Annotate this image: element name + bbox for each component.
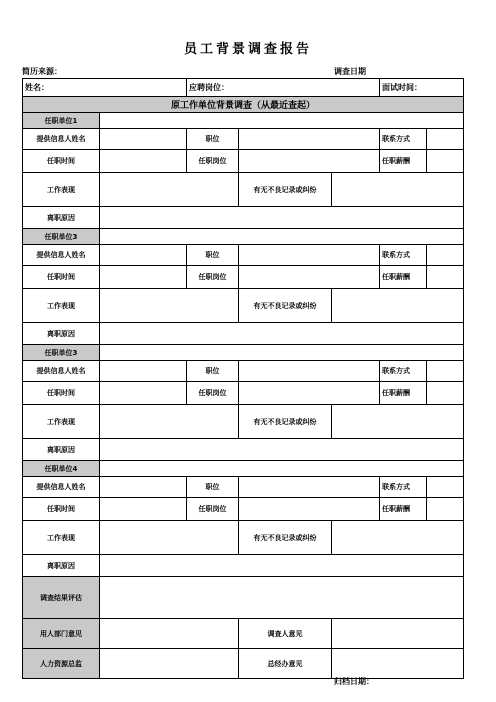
employer-unit-label: 任职单位3 bbox=[23, 345, 100, 361]
job-label: 职位 bbox=[187, 129, 239, 150]
post-label: 任职岗位 bbox=[187, 498, 239, 521]
salary-value[interactable] bbox=[426, 150, 463, 172]
post-value[interactable] bbox=[239, 382, 380, 405]
performance-value[interactable] bbox=[100, 521, 239, 555]
job-value[interactable] bbox=[239, 245, 380, 266]
tenure-label: 任职时间 bbox=[23, 382, 100, 405]
investigator-opinion-label: 调查人意见 bbox=[239, 619, 332, 649]
tenure-value[interactable] bbox=[100, 382, 187, 405]
contact-value[interactable] bbox=[426, 477, 463, 497]
tenure-label: 任职时间 bbox=[23, 150, 100, 173]
position-applied-field[interactable]: 应聘岗位： bbox=[187, 79, 380, 97]
performance-value[interactable] bbox=[100, 289, 239, 323]
archive-date-label: 归档日期： bbox=[334, 677, 374, 686]
contact-value[interactable] bbox=[426, 245, 463, 265]
informant-value[interactable] bbox=[100, 361, 187, 382]
informant-label: 提供信息人姓名 bbox=[23, 477, 100, 498]
contact-label: 联系方式 bbox=[380, 361, 426, 381]
job-value[interactable] bbox=[239, 129, 380, 150]
performance-label: 工作表现 bbox=[23, 173, 100, 207]
leave-reason-value[interactable] bbox=[100, 323, 464, 345]
leave-reason-value[interactable] bbox=[100, 555, 464, 577]
salary-label: 任职薪酬 bbox=[380, 266, 426, 288]
contact-label: 联系方式 bbox=[380, 477, 426, 497]
record-value[interactable] bbox=[332, 405, 464, 439]
salary-value[interactable] bbox=[426, 498, 463, 520]
job-label: 职位 bbox=[187, 477, 239, 498]
performance-value[interactable] bbox=[100, 173, 239, 207]
record-label: 有无不良记录或纠纷 bbox=[239, 289, 332, 323]
job-value[interactable] bbox=[239, 477, 380, 498]
tenure-label: 任职时间 bbox=[23, 498, 100, 521]
performance-label: 工作表现 bbox=[23, 289, 100, 323]
record-value[interactable] bbox=[332, 289, 464, 323]
evaluation-label: 调查结果评估 bbox=[23, 577, 100, 619]
interview-time-field[interactable]: 面试时间： bbox=[380, 79, 464, 97]
informant-value[interactable] bbox=[100, 477, 187, 498]
hr-director-label: 人力资源总监 bbox=[23, 649, 100, 679]
job-label: 职位 bbox=[187, 361, 239, 382]
informant-value[interactable] bbox=[100, 129, 187, 150]
post-value[interactable] bbox=[239, 498, 380, 521]
informant-label: 提供信息人姓名 bbox=[23, 245, 100, 266]
job-value[interactable] bbox=[239, 361, 380, 382]
page-title: 员工背景调查报告 bbox=[183, 42, 312, 57]
employer-unit-label: 任职单位4 bbox=[23, 461, 100, 477]
leave-reason-value[interactable] bbox=[100, 207, 464, 229]
hr-director-value[interactable] bbox=[100, 649, 239, 679]
employer-unit-label: 任职单位3 bbox=[23, 229, 100, 245]
leave-reason-label: 离职原因 bbox=[23, 323, 100, 345]
salary-value[interactable] bbox=[426, 266, 463, 288]
background-check-form bbox=[22, 78, 464, 679]
leave-reason-label: 离职原因 bbox=[23, 207, 100, 229]
tenure-value[interactable] bbox=[100, 266, 187, 289]
investigator-opinion-value[interactable] bbox=[332, 619, 464, 649]
contact-value[interactable] bbox=[426, 361, 463, 381]
salary-label: 任职薪酬 bbox=[380, 382, 426, 404]
contact-value[interactable] bbox=[426, 129, 463, 149]
salary-label: 任职薪酬 bbox=[380, 150, 426, 172]
employer-unit-value[interactable] bbox=[100, 113, 464, 129]
record-label: 有无不良记录或纠纷 bbox=[239, 173, 332, 207]
leave-reason-value[interactable] bbox=[100, 439, 464, 461]
post-label: 任职岗位 bbox=[187, 150, 239, 173]
name-field[interactable]: 姓名： bbox=[23, 79, 187, 97]
record-label: 有无不良记录或纠纷 bbox=[239, 521, 332, 555]
informant-value[interactable] bbox=[100, 245, 187, 266]
post-value[interactable] bbox=[239, 266, 380, 289]
dept-opinion-value[interactable] bbox=[100, 619, 239, 649]
post-label: 任职岗位 bbox=[187, 266, 239, 289]
record-value[interactable] bbox=[332, 521, 464, 555]
employer-unit-label: 任职单位1 bbox=[23, 113, 100, 129]
dept-opinion-label: 用人部门意见 bbox=[23, 619, 100, 649]
informant-label: 提供信息人姓名 bbox=[23, 129, 100, 150]
contact-label: 联系方式 bbox=[380, 245, 426, 265]
employer-unit-value[interactable] bbox=[100, 345, 464, 361]
evaluation-value[interactable] bbox=[100, 577, 464, 619]
performance-label: 工作表现 bbox=[23, 521, 100, 555]
contact-label: 联系方式 bbox=[380, 129, 426, 149]
informant-label: 提供信息人姓名 bbox=[23, 361, 100, 382]
performance-value[interactable] bbox=[100, 405, 239, 439]
record-label: 有无不良记录或纠纷 bbox=[239, 405, 332, 439]
tenure-value[interactable] bbox=[100, 498, 187, 521]
employer-unit-value[interactable] bbox=[100, 461, 464, 477]
job-label: 职位 bbox=[187, 245, 239, 266]
leave-reason-label: 离职原因 bbox=[23, 555, 100, 577]
resume-source-label: 简历来源： bbox=[22, 67, 62, 76]
salary-value[interactable] bbox=[426, 382, 463, 404]
performance-label: 工作表现 bbox=[23, 405, 100, 439]
post-value[interactable] bbox=[239, 150, 380, 173]
post-label: 任职岗位 bbox=[187, 382, 239, 405]
survey-date-label: 调查日期 bbox=[334, 67, 366, 76]
section-banner: 原工作单位背景调查（从最近查起） bbox=[23, 97, 464, 113]
gm-office-opinion-label: 总经办意见 bbox=[239, 649, 332, 679]
employer-unit-value[interactable] bbox=[100, 229, 464, 245]
record-value[interactable] bbox=[332, 173, 464, 207]
gm-office-opinion-value[interactable] bbox=[332, 649, 464, 679]
leave-reason-label: 离职原因 bbox=[23, 439, 100, 461]
salary-label: 任职薪酬 bbox=[380, 498, 426, 520]
tenure-value[interactable] bbox=[100, 150, 187, 173]
tenure-label: 任职时间 bbox=[23, 266, 100, 289]
